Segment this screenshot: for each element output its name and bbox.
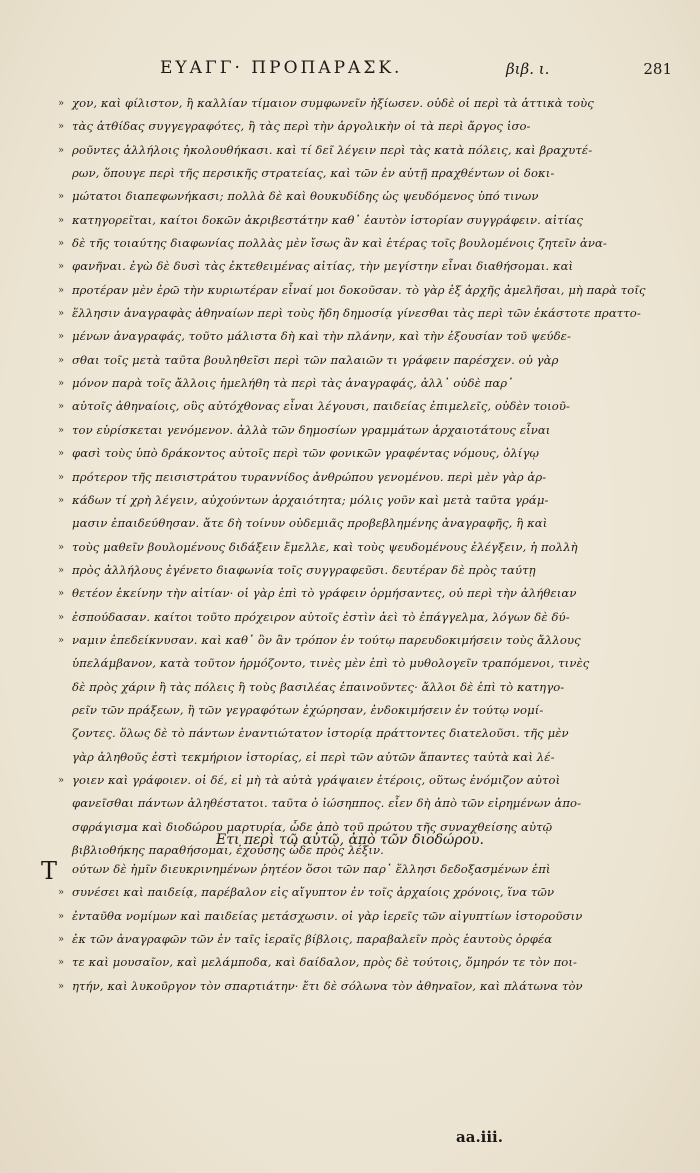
- quotation-mark: »: [58, 121, 65, 133]
- text-line: [60, 699, 645, 722]
- quotation-mark: »: [58, 588, 65, 600]
- text-line: [60, 512, 645, 535]
- quotation-mark: »: [58, 957, 65, 969]
- line-text: μένων ἀναγραφάς, τοῦτο μάλιστα δὴ καὶ τὴν πλάνην, καὶ τὴν ἐξουσίαν τοῦ ψεύδε-: [72, 329, 572, 344]
- text-line: [60, 209, 645, 232]
- main-text-block: [60, 92, 645, 862]
- line-text: βιβλιοθήκης παραθήσομαι, ἐχούσης ὧδε πρὸς λέξιν.: [72, 843, 384, 857]
- line-text: σθαι τοῖς μετὰ ταῦτα βουληθεῖσι περὶ τῶν παλαιῶν τι γράφειν παρέσχεν. οὐ γὰρ: [72, 352, 559, 367]
- line-text: πρὸς ἀλλήλους ἐγένετο διαφωνία τοῖς συγγραφεῦσι. δευτέραν δὲ πρὸς ταύτῃ: [72, 562, 536, 577]
- quotation-mark: »: [58, 448, 65, 460]
- quotation-mark: »: [58, 887, 65, 899]
- quotation-mark: »: [58, 471, 65, 483]
- line-text: θετέον ἐκείνην τὴν αἰτίαν· οἱ γὰρ ἐπὶ τὸ γράφειν ὁρμήσαντες, οὐ περὶ τὴν ἀλήθειαν: [72, 586, 577, 601]
- running-title: ΕΥΑΓΓ· ΠΡΟΠΑΡΑΣΚ.: [160, 58, 403, 78]
- text-line: [60, 629, 645, 652]
- quotation-mark: »: [58, 354, 65, 366]
- line-text: δὲ τῆς τοιαύτης διαφωνίας πολλὰς μὲν ἴσως ἂν καὶ ἑτέρας τοῖς βουλομένοις ζητεῖν ἀνα-: [72, 236, 607, 251]
- text-line: [60, 676, 645, 699]
- line-text: φανεῖσθαι πάντων ἀληθέστατοι. ταῦτα ὁ ἰώσηππος. εἶεν δὴ ἀπὸ τῶν εἰρημένων ἀπο-: [72, 796, 582, 811]
- quotation-mark: »: [58, 634, 65, 646]
- text-line: [60, 185, 645, 208]
- text-line: [60, 905, 645, 928]
- line-text: τοὺς μαθεῖν βουλομένους διδάξειν ἔμελλε, καὶ τοὺς ψευδομένους ἐλέγξειν, ἡ πολλὴ: [72, 539, 578, 554]
- text-line: [60, 559, 645, 582]
- line-text: ὑπελάμβανον, κατὰ τοῦτον ἡρμόζοντο, τινὲς μὲν ἐπὶ τὸ μυθολογεῖν τραπόμενοι, τινὲς: [72, 656, 590, 671]
- section-heading: Ετι περὶ τῶ αὐτῶ, ἀπὸ τῶν διοδώρου.: [216, 832, 484, 848]
- line-text: γοιεν καὶ γράφοιεν. οἱ δέ, εἰ μὴ τὰ αὐτὰ γράψαιεν ἑτέροις, οὕτως ἐνόμιζον αὐτοὶ: [72, 772, 561, 787]
- text-line: [60, 489, 645, 512]
- quotation-mark: »: [58, 308, 65, 320]
- quotation-mark: »: [58, 331, 65, 343]
- quotation-mark: »: [58, 774, 65, 786]
- signature-mark: aa.iii.: [456, 1128, 503, 1146]
- line-text: μόνον παρὰ τοῖς ἄλλοις ἠμελήθη τὰ περὶ τὰς ἀναγραφάς, ἀλλ᾽ οὐδὲ παρ᾽: [72, 376, 514, 391]
- line-text: μασιν ἐπαιδεύθησαν. ἅτε δὴ τοίνυν οὐδεμιᾶς προβεβλημένης ἀναγραφῆς, ἣ καὶ: [72, 516, 548, 531]
- text-line: [60, 466, 645, 489]
- book-number: βιβ. ι.: [506, 60, 550, 78]
- text-line: [60, 746, 645, 769]
- line-text: συνέσει καὶ παιδείᾳ, παρέβαλον εἰς αἴγυπτον ἐν τοῖς ἀρχαίοις χρόνοις, ἵνα τῶν: [72, 885, 555, 900]
- line-text: κατηγορεῖται, καίτοι δοκῶν ἀκριβεστάτην καθ᾽ ἑαυτὸν ἱστορίαν συγγράφειν. αἰτίας: [72, 212, 583, 227]
- line-text: ροῦντες ἀλλήλοις ἠκολουθήκασι. καὶ τί δεῖ λέγειν περὶ τὰς κατὰ πόλεις, καὶ βραχυτέ-: [72, 142, 593, 157]
- line-text: ναμιν ἐπεδείκνυσαν. καὶ καθ᾽ ὃν ἂν τρόπον ἐν τούτῳ παρευδοκιμήσειν τοὺς ἄλλους: [72, 632, 581, 647]
- line-text: αὐτοῖς ἀθηναίοις, οὓς αὐτόχθονας εἶναι λέγουσι, παιδείας ἐπιμελεῖς, οὐδὲν τοιοῦ-: [72, 399, 571, 414]
- line-text: χον, καὶ φίλιστον, ἢ καλλίαν τίμαιον συμφωνεῖν ἠξίωσεν. οὐδὲ οἱ περὶ τὰ ἀττικὰ τοὺς: [72, 96, 594, 110]
- quotation-mark: »: [58, 144, 65, 156]
- quotation-mark: »: [58, 284, 65, 296]
- line-text: τὰς ἀτθίδας συγγεγραφότες, ἢ τὰς περὶ τὴν ἀργολικὴν οἱ τὰ περὶ ἄργος ἱσο-: [72, 119, 531, 134]
- text-line: [60, 349, 645, 372]
- text-line: [60, 279, 645, 302]
- text-line: [60, 419, 645, 442]
- folio-number: 281: [643, 60, 672, 78]
- quotation-mark: »: [58, 494, 65, 506]
- second-text-block: [60, 858, 645, 998]
- quotation-mark: »: [58, 214, 65, 226]
- line-text: φανῆναι. ἐγὼ δὲ δυσὶ τὰς ἐκτεθειμένας αἰτίας, τὴν μεγίστην εἶναι διαθήσομαι. καὶ: [72, 259, 574, 274]
- quotation-mark: »: [58, 191, 65, 203]
- text-line: [60, 928, 645, 951]
- text-line: [60, 302, 645, 325]
- quotation-mark: »: [58, 980, 65, 992]
- text-line: [60, 536, 645, 559]
- text-line: [60, 325, 645, 348]
- quotation-mark: »: [58, 238, 65, 250]
- text-line: [60, 951, 645, 974]
- line-text: πρότερον τῆς πεισιστράτου τυραννίδος ἀνθρώπου γενομένου. περὶ μὲν γὰρ ἀρ-: [72, 469, 547, 484]
- text-line: [60, 395, 645, 418]
- quotation-mark: »: [58, 934, 65, 946]
- text-line: [60, 769, 645, 792]
- line-text: ἕλλησιν ἀναγραφὰς ἀθηναίων περὶ τοὺς ἤδη δημοσίᾳ γίνεσθαι τὰς περὶ τῶν ἑκάστοτε πραττο-: [72, 306, 641, 321]
- line-text: δὲ πρὸς χάριν ἢ τὰς πόλεις ἢ τοὺς βασιλέας ἐπαινοῦντες· ἄλλοι δὲ ἐπὶ τὸ κατηγο-: [72, 679, 565, 694]
- line-text: ρεῖν τῶν πράξεων, ἢ τῶν γεγραφότων ἐχώρησαν, ἐνδοκιμήσειν ἐν τούτῳ νομί-: [72, 702, 544, 717]
- quotation-mark: »: [58, 910, 65, 922]
- text-line: [60, 858, 645, 881]
- text-line: [60, 372, 645, 395]
- text-line: [60, 792, 645, 815]
- text-line: [60, 255, 645, 278]
- line-text: σφράγισμα καὶ διοδώρου μαρτυρία, ὧδε ἀπὸ τοῦ πρώτου τῆς συναχθείσης αὐτῷ: [72, 819, 553, 834]
- drop-capital: Τ: [41, 857, 58, 885]
- text-line: [60, 92, 645, 115]
- text-line: [60, 722, 645, 745]
- quotation-mark: »: [58, 261, 65, 273]
- line-text: τε καὶ μουσαῖον, καὶ μελάμποδα, καὶ δαίδαλον, πρὸς δὲ τούτοις, ὅμηρόν τε τὸν ποι-: [72, 955, 578, 970]
- line-text: ἐκ τῶν ἀναγραφῶν τῶν ἐν ταῖς ἱεραῖς βίβλοις, παραβαλεῖν πρὸς ἑαυτοὺς ὀρφέα: [72, 932, 553, 947]
- text-line: [60, 442, 645, 465]
- line-text: προτέραν μὲν ἐρῶ τὴν κυριωτέραν εἶναί μοι δοκοῦσαν. τὸ γὰρ ἐξ ἀρχῆς ἀμελῆσαι, μὴ παρὰ τοῖς: [72, 282, 646, 297]
- text-line: [60, 115, 645, 138]
- text-line: [60, 881, 645, 904]
- quotation-mark: »: [58, 564, 65, 576]
- line-text: μώτατοι διαπεφωνήκασι; πολλὰ δὲ καὶ θουκυδίδης ὡς ψευδόμενος ὑπό τινων: [72, 189, 539, 204]
- quotation-mark: »: [58, 98, 65, 109]
- quotation-mark: »: [58, 424, 65, 436]
- quotation-mark: »: [58, 401, 65, 413]
- text-line: [60, 652, 645, 675]
- running-header: [60, 58, 680, 86]
- line-text: ἐνταῦθα νομίμων καὶ παιδείας μετάσχωσιν. οἱ γὰρ ἱερεῖς τῶν αἰγυπτίων ἱστοροῦσιν: [72, 908, 583, 923]
- line-text: ητήν, καὶ λυκοῦργον τὸν σπαρτιάτην· ἔτι δὲ σόλωνα τὸν ἀθηναῖον, καὶ πλάτωνα τὸν: [72, 978, 583, 993]
- line-text: γὰρ ἀληθοῦς ἐστὶ τεκμήριον ἱστορίας, εἰ περὶ τῶν αὐτῶν ἅπαντες ταὐτὰ καὶ λέ-: [72, 749, 555, 764]
- line-text: κάδων τί χρὴ λέγειν, αὐχούντων ἀρχαιότητα; μόλις γοῦν καὶ μετὰ ταῦτα γράμ-: [72, 492, 549, 507]
- line-text: ούτων δὲ ἡμῖν διευκρινημένων ῥητέον ὅσοι τῶν παρ᾽ ἕλλησι δεδοξασμένων ἐπὶ: [72, 862, 551, 876]
- line-text: ρων, ὅπουγε περὶ τῆς περσικῆς στρατείας, καὶ τῶν ἐν αὐτῇ πραχθέντων οἱ δοκι-: [72, 166, 555, 181]
- line-text: ἐσπούδασαν. καίτοι τοῦτο πρόχειρον αὐτοῖς ἐστὶν ἀεὶ τὸ ἐπάγγελμα, λόγων δὲ δύ-: [72, 609, 570, 624]
- text-line: [60, 975, 645, 998]
- line-text: τον εὑρίσκεται γενόμενον. ἀλλὰ τῶν δημοσίων γραμμάτων ἀρχαιοτάτους εἶναι: [72, 422, 551, 437]
- text-line: [60, 232, 645, 255]
- text-line: [60, 582, 645, 605]
- quotation-mark: »: [58, 378, 65, 390]
- text-line: [60, 139, 645, 162]
- quotation-mark: »: [58, 541, 65, 553]
- line-text: ζοντες. ὅλως δὲ τὸ πάντων ἐναντιώτατον ἱστορίᾳ πράττοντες διατελοῦσι. τῆς μὲν: [72, 726, 569, 741]
- quotation-mark: »: [58, 611, 65, 623]
- line-text: φασὶ τοὺς ὑπὸ δράκοντος αὐτοῖς περὶ τῶν φονικῶν γραφέντας νόμους, ὀλίγῳ: [72, 446, 540, 461]
- text-line: [60, 606, 645, 629]
- text-line: [60, 162, 645, 185]
